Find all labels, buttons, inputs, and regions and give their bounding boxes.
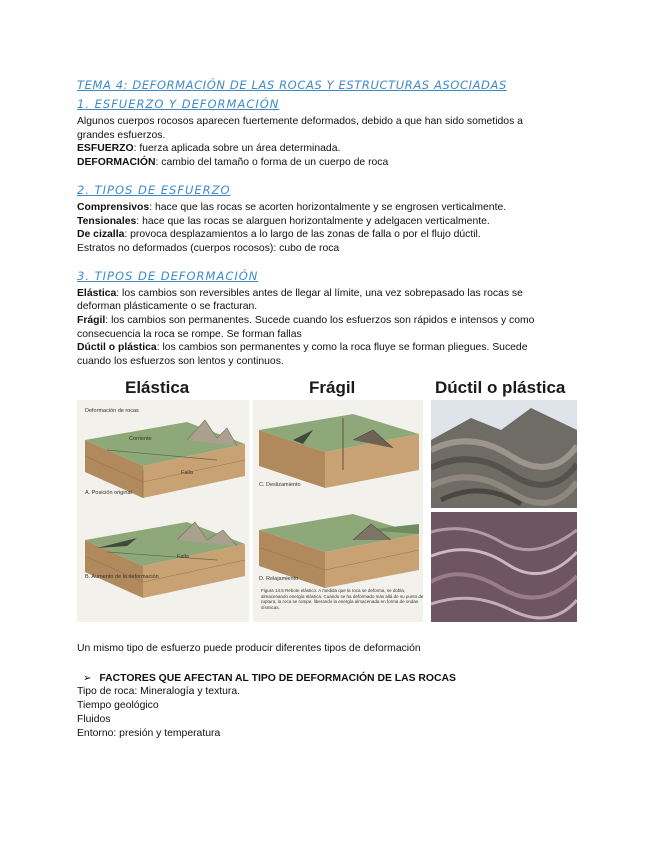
after-figure-sentence: Un mismo tipo de esfuerzo puede producir diferentes tipos de deformación bbox=[77, 643, 421, 654]
ductile-photo-bottom bbox=[431, 512, 577, 622]
document-body bbox=[77, 78, 577, 369]
section-heading-1: 1. ESFUERZO Y DEFORMACIÓN bbox=[77, 97, 280, 111]
document-title: TEMA 4: DEFORMACIÓN DE LAS ROCAS Y ESTRUCTURAS ASOCIADAS bbox=[77, 78, 507, 92]
definition-fragil: Frágil: los cambios son permanentes. Sucede cuando los esfuerzos son rápidos e intensos y como consecuencia la roca se rompe. Se forman fallas bbox=[77, 315, 535, 340]
ductile-photo-top bbox=[431, 400, 577, 508]
list-item: De cizalla: provoca desplazamientos a lo largo de las zonas de falla o por el flujo dúctil. bbox=[77, 229, 481, 241]
factor-item: Fluidos bbox=[77, 713, 111, 725]
label-relajamiento: D. Relajamiento bbox=[259, 576, 299, 582]
factors-heading: ➢ FACTORES QUE AFECTAN AL TIPO DE DEFORMACIÓN DE LAS ROCAS bbox=[83, 672, 456, 684]
label-deslizamiento: C. Deslizamiento bbox=[259, 482, 301, 488]
definition-ductil: Dúctil o plástica: los cambios son permanentes y como la roca fluye se forman pliegues. Sucede cuando los esfuerzos son lentos y continuos. bbox=[77, 342, 528, 368]
label-deformacion: Deformación de rocas bbox=[85, 408, 139, 414]
list-item: Tensionales: hace que las rocas se alarguen horizontalmente y adelgacen verticalmente. bbox=[77, 215, 490, 227]
factor-item: Entorno: presión y temperatura bbox=[77, 727, 221, 739]
definition-deformacion: DEFORMACIÓN: cambio del tamaño o forma de un cuerpo de roca bbox=[77, 157, 389, 169]
definition-esfuerzo: ESFUERZO: fuerza aplicada sobre un área determinada. bbox=[77, 143, 341, 155]
label-falla: Falla bbox=[181, 470, 193, 476]
factor-item: Tipo de roca: Mineralogía y textura. bbox=[77, 686, 241, 698]
label-falla-2: Falla bbox=[177, 554, 189, 560]
section-heading-3: 3. TIPOS DE DEFORMACIÓN bbox=[77, 268, 259, 283]
figure-title-elastica: Elástica bbox=[125, 378, 190, 397]
definition-elastica: Elástica: los cambios son reversibles antes de llegar al límite, una vez sobrepasado las rocas se deforman plásticamente o se fracturan. bbox=[77, 287, 523, 313]
arrow-bullet-icon: ➢ bbox=[83, 672, 92, 684]
factor-item: Tiempo geológico bbox=[77, 700, 159, 712]
label-aumento: B. Aumento de la deformación bbox=[85, 574, 159, 580]
deformation-figure bbox=[77, 378, 577, 626]
section-heading-2: 2. TIPOS DE ESFUERZO bbox=[77, 182, 231, 197]
after-figure-text-block bbox=[77, 642, 577, 740]
paragraph: Algunos cuerpos rocosos aparecen fuertemente deformados, debido a que han sido sometidos a grandes esfuerzos. bbox=[77, 116, 523, 141]
figure-title-fragil: Frágil bbox=[309, 378, 356, 397]
list-item: Comprensivos: hace que las rocas se acorten horizontalmente y se engrosen verticalmente. bbox=[77, 201, 507, 213]
figure-title-ductil: Dúctil o plástica bbox=[435, 378, 566, 397]
figure-caption: Figura 14.5 Rebote elástico. A medida que la roca se deforma, se dobla, almacenando energía elástica. Cuando se ha deformado más allá de su punto de ruptura, la roca se rompe, liberando la energía almacenada en forma de ondas sísmicas. bbox=[261, 588, 424, 610]
note: Estratos no deformados (cuerpos rocosos): cubo de roca bbox=[77, 242, 340, 254]
elastic-block-diagram bbox=[77, 400, 249, 622]
label-corriente: Corriente bbox=[129, 436, 152, 442]
label-posicion-original: A. Posición original bbox=[85, 490, 132, 496]
